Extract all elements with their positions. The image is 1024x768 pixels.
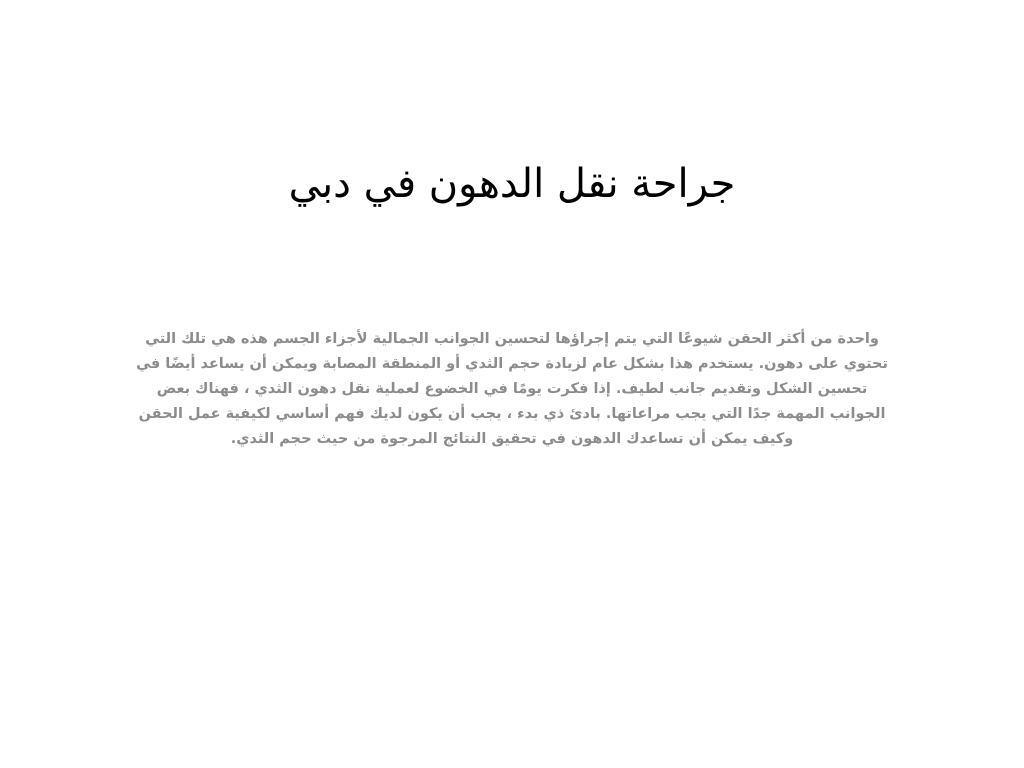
slide-body-text: واحدة من أكثر الحقن شيوعًا التي يتم إجراؤها لتحسين الجوانب الجمالية لأجزاء الجسم هذه هي تلك التي تحتوي على دهون. يستخدم هذا بشكل عام لزيادة حجم الثدي أو المنطقة المصابة ويمكن أن يساعد أيضًا في تحسين الشكل وتقديم جانب لطيف. إذا فكرت يومًا في الخضوع لعملية نقل دهون الثدي ، فهناك بعض الجوانب المهمة جدًا التي يجب مراعاتها. بادئ ذي بدء ، يجب أن يكون لديك فهم أساسي لكيفية عمل الحقن وكيف يمكن أن تساعدك الدهون في تحقيق النتائج المرجوة من حيث حجم الثدي.: [136, 331, 888, 447]
slide-title: جراحة نقل الدهون في دبي: [288, 161, 736, 207]
